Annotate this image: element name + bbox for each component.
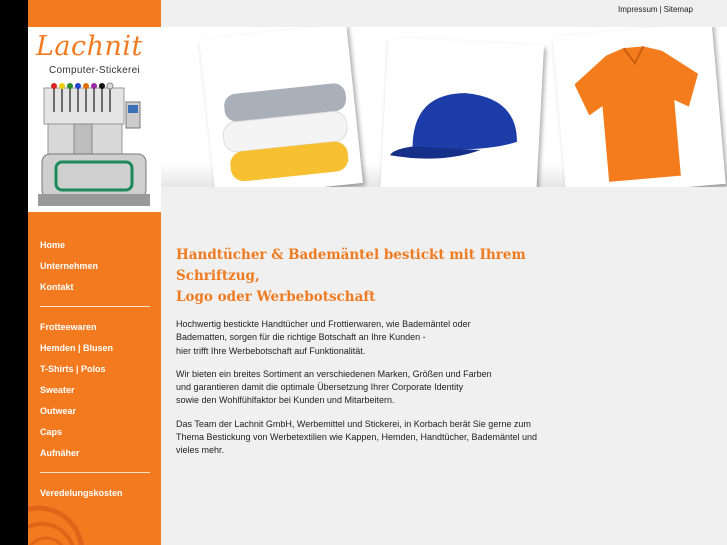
nav-veredelungskosten[interactable]: Veredelungskosten	[40, 488, 123, 498]
nav-caps[interactable]: Caps	[40, 427, 63, 437]
nav-frotteewaren[interactable]: Frotteewaren	[40, 322, 97, 332]
nav-divider	[40, 472, 150, 473]
paragraph-line: hier trifft Ihre Werbebotschaft auf Funktionalität.	[176, 345, 366, 356]
main-navigation	[40, 237, 150, 506]
nav-kontakt[interactable]: Kontakt	[40, 282, 74, 292]
paragraph-line: sowie den Wohlfühlfaktor bei Kunden und Mitarbeitern.	[176, 395, 395, 406]
logo-box	[28, 27, 161, 212]
nav-home[interactable]: Home	[40, 240, 66, 250]
team-paragraph	[176, 418, 576, 458]
paragraph-line: vieles mehr.	[176, 445, 225, 456]
top-links-separator: |	[659, 5, 662, 14]
paragraph-line: Thema Bestickung von Werbetextilien wie Kappen, Hemden, Handtücher, Bademäntel und	[176, 432, 538, 443]
paragraph-line: Das Team der Lachnit GmbH, Werbemittel und Stickerei, in Korbach berät Sie gerne zum	[176, 418, 531, 429]
nav-outwear[interactable]: Outwear	[40, 406, 77, 416]
nav-sweater[interactable]: Sweater	[40, 385, 75, 395]
header-banner	[161, 27, 727, 187]
logo-subtitle: Computer-Stickerei	[49, 65, 140, 76]
towels-photo	[199, 27, 363, 187]
paragraph-line: Badematten, sorgen für die richtige Botschaft an Ihre Kunden -	[176, 332, 426, 343]
nav-hemden-blusen[interactable]: Hemden | Blusen	[40, 343, 114, 353]
main-content	[176, 245, 576, 468]
sitemap-link[interactable]: Sitemap	[663, 5, 693, 14]
intro-paragraph	[176, 318, 576, 358]
logo-wordmark[interactable]: Lachnit	[36, 31, 143, 62]
headline-line-2: Logo oder Werbebotschaft	[176, 289, 376, 305]
impressum-link[interactable]: Impressum	[618, 5, 658, 14]
top-links	[618, 5, 693, 14]
decorative-swirl	[28, 490, 161, 545]
page-headline	[176, 245, 576, 308]
nav-unternehmen[interactable]: Unternehmen	[40, 261, 99, 271]
embroidery-machine-image	[34, 82, 156, 210]
headline-line-1: Handtücher & Bademäntel bestickt mit Ihrem Schriftzug,	[176, 247, 526, 284]
blue-cap-photo	[380, 37, 544, 187]
sidebar	[28, 0, 161, 545]
nav-tshirts-polos[interactable]: T-Shirts | Polos	[40, 364, 106, 374]
assortment-paragraph	[176, 368, 576, 408]
paragraph-line: Wir bieten ein breites Sortiment an verschiedenen Marken, Größen und Farben	[176, 368, 492, 379]
paragraph-line: Hochwertig bestickte Handtücher und Frottierwaren, wie Bademäntel oder	[176, 319, 471, 329]
paragraph-line: und garantieren damit die optimale Übersetzung Ihrer Corporate Identity	[176, 382, 464, 393]
nav-aufnaeher[interactable]: Aufnäher	[40, 448, 80, 458]
nav-divider	[40, 306, 150, 307]
left-black-strip	[0, 0, 28, 545]
orange-polo-photo	[552, 27, 726, 187]
